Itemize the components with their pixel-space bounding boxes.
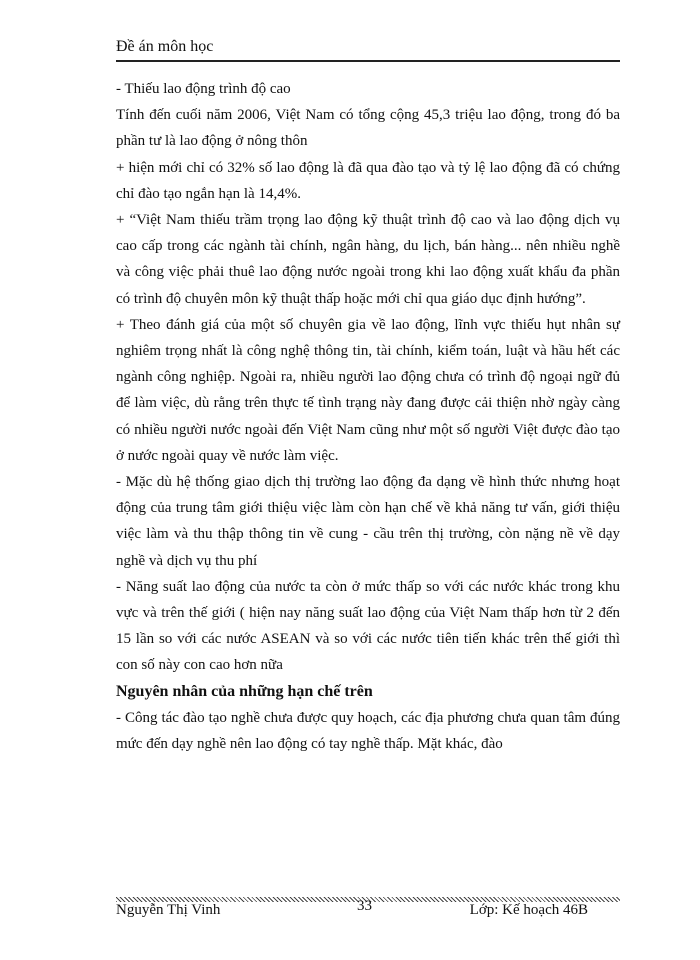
paragraph: + Theo đánh giá của một số chuyên gia về lao động, lĩnh vực thiếu hụt nhân sự nghiêm trọng nhất là công nghệ thông tin, tài chính, kiểm toán, luật và hầu hết các ngành công nghiệp. Ngoài ra, nhiều người lao động chưa có trình độ ngoại ngữ đủ để làm việc, dù rằng trên thực tế tình trạng này đang được cải thiện nhờ ngày càng có nhiều người nước ngoài đến Việt Nam cũng như một số người Việt được đào tạo ở nước ngoài quay về nước làm việc. <box>116 316 620 464</box>
paragraph: + hiện mới chỉ có 32% số lao động là đã qua đào tạo và tỷ lệ lao động đã có chứng chỉ đào tạo ngắn hạn là 14,4%. <box>116 159 620 202</box>
paragraph: - Năng suất lao động của nước ta còn ở mức thấp so với các nước khác trong khu vực và trên thế giới ( hiện nay năng suất lao động của Việt Nam thấp hơn từ 2 đến 15 lần so với các nước ASEAN và so với các nước tiên tiến khác trên thế giới thì con số này con cao hơn nữa <box>116 578 620 674</box>
page-number: 33 <box>357 898 372 914</box>
paragraph: + “Việt Nam thiếu trầm trọng lao động kỹ thuật trình độ cao và lao động dịch vụ cao cấp trong các ngành tài chính, ngân hàng, du lịch, bán hàng... nên nhiều nghề và công việc phải thuê lao động nước ngoài trong khi lao động xuất khẩu đa phần có trình độ chuyên môn kỹ thuật thấp hoặc mới chỉ qua giáo dục định hướng”. <box>116 212 620 307</box>
header-rule <box>116 60 620 62</box>
paragraph: Tính đến cuối năm 2006, Việt Nam có tổng cộng 45,3 triệu lao động, trong đó ba phần tư là lao động ở nông thôn <box>116 107 620 150</box>
section-heading: Nguyên nhân của những hạn chế trên <box>116 682 373 700</box>
footer <box>116 898 620 924</box>
footer-author: Nguyễn Thị Vinh <box>116 902 221 918</box>
paragraph: - Mặc dù hệ thống giao dịch thị trường lao động đa dạng về hình thức nhưng hoạt động của trung tâm giới thiệu việc làm còn hạn chế về khả năng tư vấn, giới thiệu việc làm và thu thập thông tin về cung - cầu trên thị trường, còn nặng nề về dạy nghề và dịch vụ thu phí <box>116 474 620 569</box>
paragraph: - Thiếu lao động trình độ cao <box>116 81 291 97</box>
paragraph: - Công tác đào tạo nghề chưa được quy hoạch, các địa phương chưa quan tâm đúng mức đến dạy nghề nên lao động có tay nghề thấp. Mặt khác, đào <box>116 709 620 753</box>
document-body <box>116 76 620 757</box>
footer-class-label: Lớp: Kế hoạch 46B <box>469 902 588 918</box>
header-title: Đề án môn học <box>116 38 214 55</box>
